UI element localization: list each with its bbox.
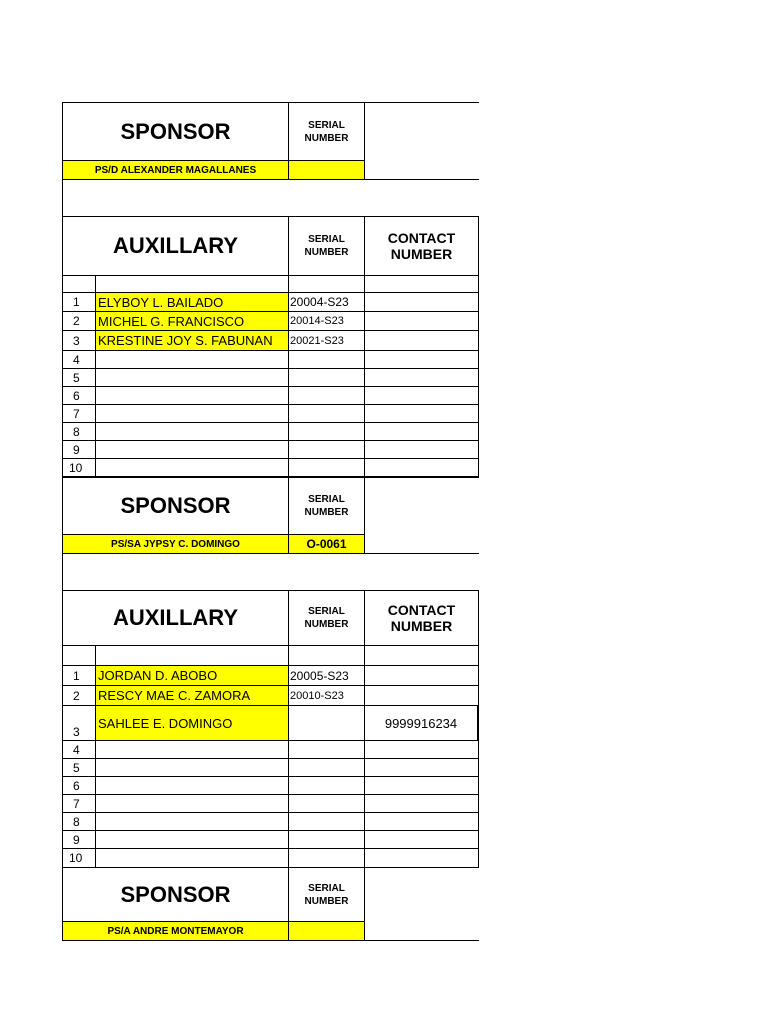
member-name [95, 776, 289, 795]
serial-number-header: SERIAL NUMBER [288, 216, 365, 276]
member-name [95, 812, 289, 831]
member-contact [364, 758, 479, 777]
row-number: 1 [62, 292, 96, 312]
member-name: JORDAN D. ABOBO [95, 665, 289, 686]
blank-cell [288, 645, 365, 666]
member-name: SAHLEE E. DOMINGO [95, 705, 289, 741]
member-contact [364, 350, 479, 369]
sponsor-serial: O-0061 [288, 534, 365, 554]
member-name [95, 830, 289, 849]
member-serial [288, 758, 365, 777]
member-name [95, 794, 289, 813]
sponsor-header: SPONSOR [62, 867, 289, 922]
member-contact: 9999916234 [364, 705, 479, 741]
row-number: 8 [62, 422, 96, 441]
member-serial: 20014-S23 [288, 311, 365, 331]
blank-cell [62, 645, 96, 666]
blank-cell [364, 867, 479, 941]
row-number: 4 [62, 740, 96, 759]
row-number: 3 [62, 705, 96, 741]
row-number: 5 [62, 368, 96, 387]
member-name [95, 758, 289, 777]
blank-cell [288, 275, 365, 293]
serial-number-header: SERIAL NUMBER [288, 477, 365, 535]
member-contact [364, 740, 479, 759]
sponsor-serial [288, 921, 365, 941]
member-contact [364, 812, 479, 831]
member-name [95, 848, 289, 868]
member-contact [364, 848, 479, 868]
member-serial [288, 776, 365, 795]
row-number: 2 [62, 685, 96, 706]
member-contact [364, 830, 479, 849]
member-name [95, 386, 289, 405]
blank-cell [62, 275, 96, 293]
member-serial [288, 440, 365, 459]
member-name [95, 440, 289, 459]
sponsor-name: PS/A ANDRE MONTEMAYOR [62, 921, 289, 941]
blank-cell [95, 645, 289, 666]
row-number: 8 [62, 812, 96, 831]
sponsor-serial [288, 160, 365, 180]
member-name: ELYBOY L. BAILADO [95, 292, 289, 312]
sponsor-name: PS/D ALEXANDER MAGALLANES [62, 160, 289, 180]
member-serial [288, 830, 365, 849]
row-number: 5 [62, 758, 96, 777]
sponsor-name: PS/SA JYPSY C. DOMINGO [62, 534, 289, 554]
serial-number-header: SERIAL NUMBER [288, 102, 365, 161]
member-serial [288, 350, 365, 369]
row-number: 2 [62, 311, 96, 331]
member-serial [288, 386, 365, 405]
member-serial: 20010-S23 [288, 685, 365, 706]
blank-cell [364, 477, 479, 554]
row-number: 10 [62, 458, 96, 477]
member-contact [364, 458, 479, 477]
blank-cell [95, 275, 289, 293]
member-serial [288, 458, 365, 477]
row-number: 10 [62, 848, 96, 868]
member-name: MICHEL G. FRANCISCO [95, 311, 289, 331]
member-contact [364, 440, 479, 459]
row-number: 7 [62, 404, 96, 423]
row-number: 1 [62, 665, 96, 686]
member-name [95, 458, 289, 477]
member-contact [364, 311, 479, 331]
sponsor-header: SPONSOR [62, 102, 289, 161]
member-name: RESCY MAE C. ZAMORA [95, 685, 289, 706]
member-serial [288, 812, 365, 831]
member-serial [288, 740, 365, 759]
row-number: 9 [62, 830, 96, 849]
auxiliary-header: AUXILLARY [62, 590, 289, 646]
member-serial [288, 705, 365, 741]
spacer-row [62, 179, 479, 217]
member-serial: 20005-S23 [288, 665, 365, 686]
row-number: 6 [62, 386, 96, 405]
member-contact [364, 685, 479, 706]
member-serial [288, 368, 365, 387]
member-name [95, 740, 289, 759]
member-contact [364, 665, 479, 686]
sponsor-header: SPONSOR [62, 477, 289, 535]
serial-number-header: SERIAL NUMBER [288, 590, 365, 646]
member-serial [288, 404, 365, 423]
member-contact [364, 330, 479, 351]
member-contact [364, 422, 479, 441]
member-serial: 20021-S23 [288, 330, 365, 351]
member-serial: 20004-S23 [288, 292, 365, 312]
member-serial [288, 422, 365, 441]
row-number: 7 [62, 794, 96, 813]
member-contact [364, 776, 479, 795]
row-number: 6 [62, 776, 96, 795]
member-name [95, 368, 289, 387]
member-name [95, 404, 289, 423]
member-contact [364, 368, 479, 387]
row-number: 3 [62, 330, 96, 351]
member-contact [364, 386, 479, 405]
member-serial [288, 848, 365, 868]
serial-number-header: SERIAL NUMBER [288, 867, 365, 922]
contact-number-header: CONTACT NUMBER [364, 216, 479, 276]
contact-number-header: CONTACT NUMBER [364, 590, 479, 646]
row-number: 4 [62, 350, 96, 369]
blank-cell [364, 102, 479, 180]
member-contact [364, 794, 479, 813]
member-name [95, 422, 289, 441]
member-contact [364, 404, 479, 423]
member-name [95, 350, 289, 369]
member-contact [364, 292, 479, 312]
spacer-row [62, 553, 479, 591]
row-number: 9 [62, 440, 96, 459]
blank-cell [364, 645, 479, 666]
member-serial [288, 794, 365, 813]
auxiliary-header: AUXILLARY [62, 216, 289, 276]
blank-cell [364, 275, 479, 293]
member-name: KRESTINE JOY S. FABUNAN [95, 330, 289, 351]
